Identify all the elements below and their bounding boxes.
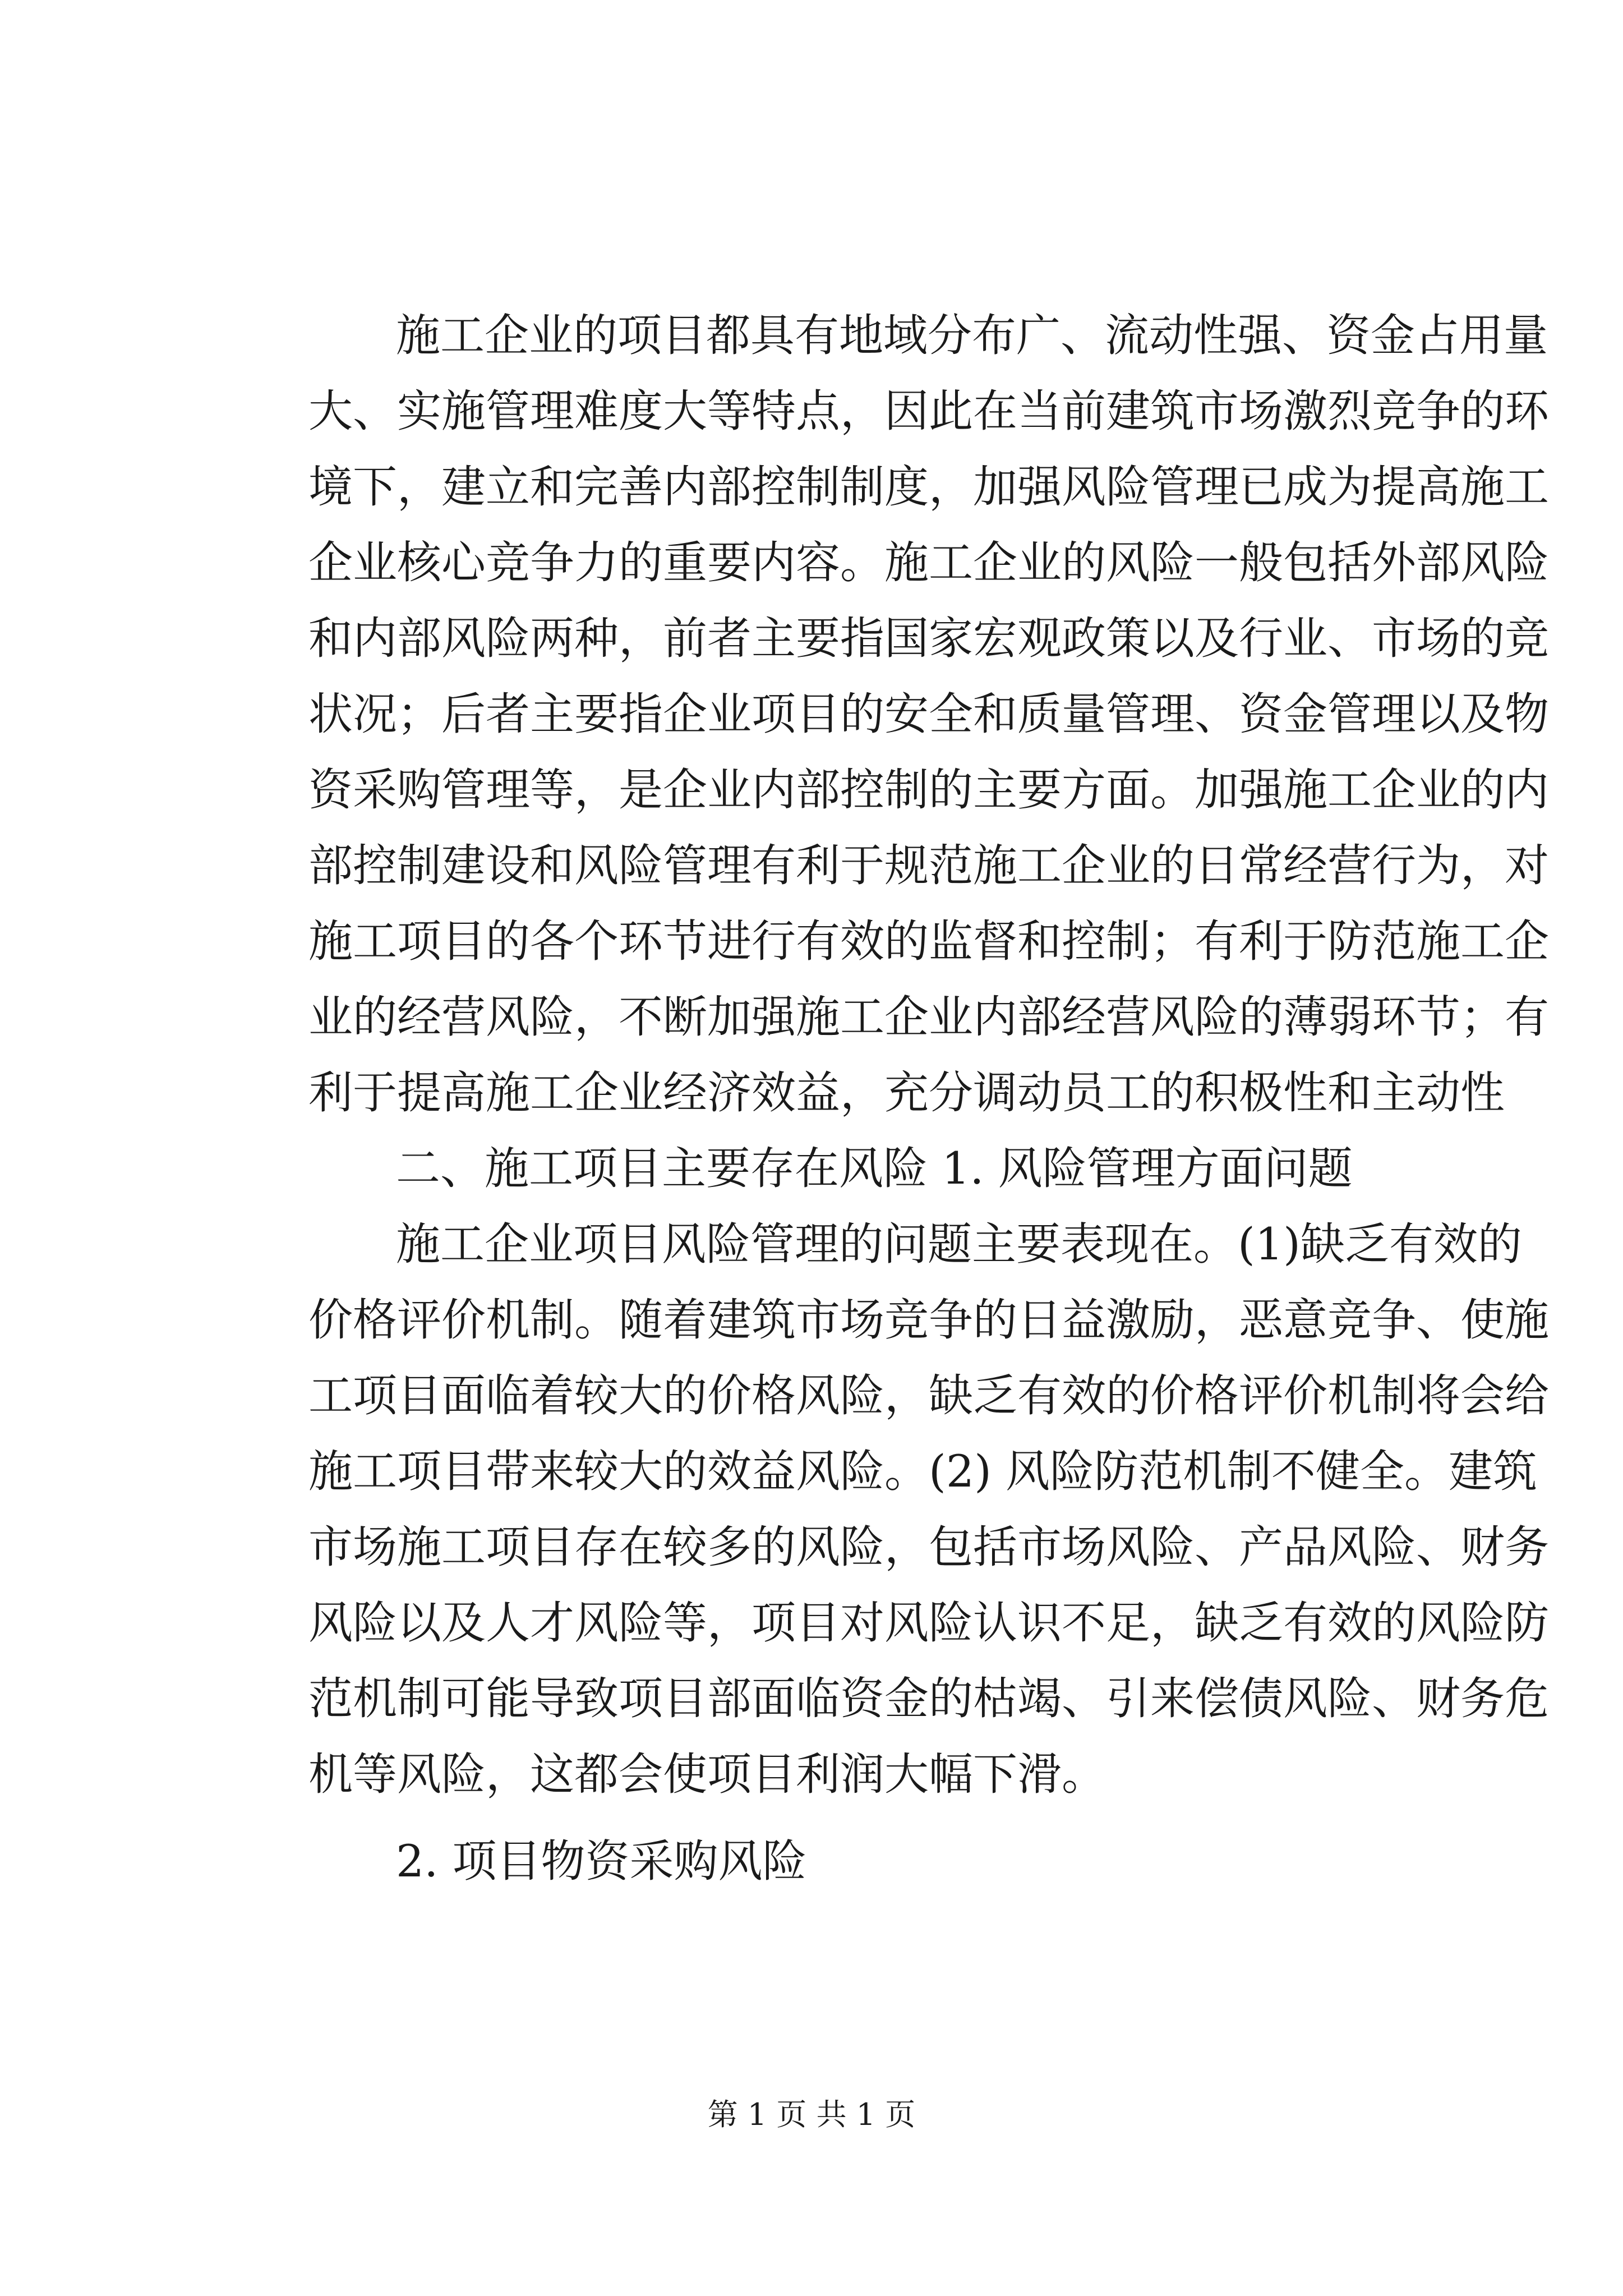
paragraph-line: 施工企业项目风险管理的问题主要表现在。(1)缺乏有效的 (396, 1218, 1522, 1270)
paragraph-line: 工项目面临着较大的价格风险，缺乏有效的价格评价机制将会给 (308, 1370, 1549, 1421)
paragraph-line: 和内部风险两种，前者主要指国家宏观政策以及行业、市场的竞 (308, 613, 1549, 664)
paragraph-line: 业的经营风险，不断加强施工企业内部经营风险的薄弱环节；有 (308, 991, 1549, 1043)
section-heading: 二、施工项目主要存在风险 1. 风险管理方面问题 (396, 1143, 1353, 1194)
paragraph-line: 机等风险，这都会使项目利润大幅下滑。 (308, 1749, 1106, 1800)
section-heading: 2. 项目物资采购风险 (396, 1835, 807, 1887)
paragraph-line: 风险以及人才风险等，项目对风险认识不足，缺乏有效的风险防 (308, 1597, 1549, 1649)
page-number-footer: 第 1 页 共 1 页 (707, 2097, 916, 2132)
paragraph-line: 价格评价机制。随着建筑市场竞争的日益激励，恶意竞争、使施 (308, 1294, 1549, 1346)
paragraph-line: 施工项目带来较大的效益风险。(2) 风险防范机制不健全。建筑 (308, 1446, 1538, 1497)
paragraph-line: 利于提高施工企业经济效益，充分调动员工的积极性和主动性 (308, 1067, 1505, 1119)
paragraph-line: 市场施工项目存在较多的风险，包括市场风险、产品风险、财务 (308, 1521, 1549, 1573)
paragraph-line: 部控制建设和风险管理有利于规范施工企业的日常经营行为，对 (308, 840, 1549, 891)
paragraph-line: 范机制可能导致项目部面临资金的枯竭、引来偿债风险、财务危 (308, 1673, 1549, 1724)
paragraph-line: 企业核心竞争力的重要内容。施工企业的风险一般包括外部风险 (308, 537, 1549, 588)
paragraph-line: 资采购管理等，是企业内部控制的主要方面。加强施工企业的内 (308, 764, 1549, 816)
paragraph-line: 施工企业的项目都具有地域分布广、流动性强、资金占用量 (396, 310, 1548, 361)
paragraph-line: 大、实施管理难度大等特点，因此在当前建筑市场激烈竞争的环 (308, 385, 1549, 437)
paragraph-line: 施工项目的各个环节进行有效的监督和控制；有利于防范施工企 (308, 915, 1549, 967)
paragraph-line: 状况；后者主要指企业项目的安全和质量管理、资金管理以及物 (308, 688, 1549, 740)
paragraph-line: 境下，建立和完善内部控制制度，加强风险管理已成为提高施工 (308, 461, 1549, 513)
